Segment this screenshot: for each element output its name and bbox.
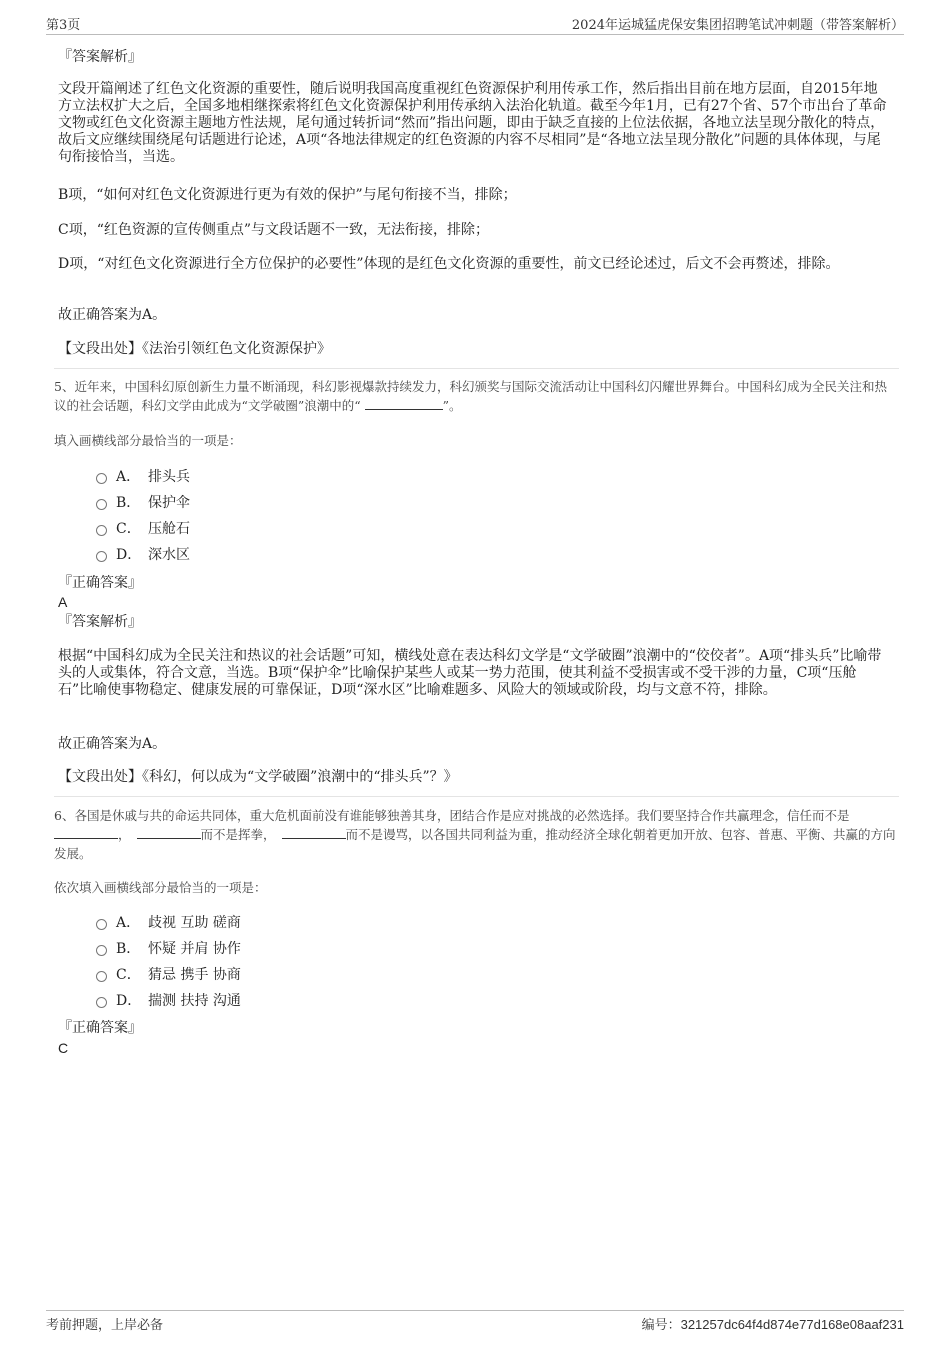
page-number: 第3页 <box>46 18 81 33</box>
page-footer <box>46 1310 904 1333</box>
option-letter: A． <box>116 915 141 931</box>
radio-icon[interactable] <box>96 551 107 562</box>
q5-source: 【文段出处】《科幻，何以成为“文学破圈”浪潮中的“排头兵”？》 <box>58 769 458 785</box>
q6-prompt: 依次填入画横线部分最恰当的一项是： <box>54 880 267 895</box>
document-title: 2024年运城猛虎保安集团招聘笔试冲刺题（带答案解析） <box>571 18 904 33</box>
q4-analysis-p5: 故正确答案为A。 <box>58 307 167 323</box>
q6-option-b[interactable] <box>96 940 241 958</box>
q5-stem <box>54 377 899 415</box>
q5-analysis-heading: 『答案解析』 <box>58 614 142 630</box>
q5-blank <box>365 396 443 410</box>
q6-blank-3 <box>282 825 346 839</box>
footer-code-block <box>642 1314 904 1333</box>
q6-stem-text: 而不是挥拳， <box>200 827 276 842</box>
option-letter: B． <box>116 941 141 957</box>
option-letter: D． <box>116 993 142 1009</box>
q5-stem-end: ”。 <box>442 398 462 413</box>
radio-icon[interactable] <box>96 499 107 510</box>
section-divider <box>54 796 899 797</box>
q6-stem-text: 而不是谩骂，以各国共同利益为重，推动经济全球化朝着更加开放、包容、普惠、平衡、共赢的方向发展。 <box>54 827 896 861</box>
q4-analysis-p1: 文段开篇阐述了红色文化资源的重要性，随后说明我国高度重视红色资源保护利用传承工作，然后指出目前在地方层面，自2015年地方立法权扩大之后，全国多地相继探索将红色文化资源保护利用传承纳入法治化轨道。截至今年1月，已有27个省、57个市出台了革命文物或红色文化资源主题地方性法规，尾句通过转折词“然而”指出问题，即由于缺乏直接的上位法依据，各地立法呈现分散化的特点，故后文应继续围绕尾句话题进行论述，A项“各地法律规定的红色资源的内容不尽相同”是“各地立法呈现分散化”问题的具体体现，与尾句衔接恰当，当选。 <box>58 81 887 165</box>
q5-prompt: 填入画横线部分最恰当的一项是： <box>54 433 242 448</box>
radio-icon[interactable] <box>96 525 107 536</box>
q5-option-a[interactable] <box>96 468 190 486</box>
radio-icon[interactable] <box>96 997 107 1008</box>
q6-option-a[interactable] <box>96 914 241 932</box>
footer-code-label: 编号： <box>641 1318 681 1333</box>
q6-blank-1 <box>54 825 118 839</box>
option-text: 猜忌 携手 协商 <box>148 967 241 983</box>
radio-icon[interactable] <box>96 945 107 956</box>
option-letter: C． <box>116 967 141 983</box>
q4-analysis-heading: 『答案解析』 <box>58 49 142 65</box>
radio-icon[interactable] <box>96 473 107 484</box>
option-text: 歧视 互助 磋商 <box>148 915 241 931</box>
q6-option-c[interactable] <box>96 966 241 984</box>
q5-answer: A <box>58 594 68 610</box>
q4-analysis-p4: D项，“对红色文化资源进行全方位保护的必要性”体现的是红色文化资源的重要性，前文已经论述过，后文不会再赘述，排除。 <box>58 256 840 272</box>
option-letter: C． <box>116 521 141 537</box>
footer-code: 321257dc64f4d874e77d168e08aaf231 <box>680 1317 904 1332</box>
q4-analysis-p3: C项，“红色资源的宣传侧重点”与文段话题不一致，无法衔接，排除； <box>58 222 490 238</box>
section-divider <box>54 368 899 369</box>
q5-analysis-p1: 根据“中国科幻成为全民关注和热议的社会话题”可知，横线处意在表达科幻文学是“文学破圈”浪潮中的“佼佼者”。A项“排头兵”比喻带头的人或集体，符合文意，当选。B项“保护伞”比喻保护某些人或某一势力范围，使其利益不受损害或不受干涉的力量，C项“压舱石”比喻使事物稳定、健康发展的可靠保证，D项“深水区”比喻难题多、风险大的领域或阶段，均与文意不符，排除。 <box>58 648 882 698</box>
option-letter: A． <box>116 469 141 485</box>
option-text: 揣测 扶持 沟通 <box>148 993 241 1009</box>
q6-option-d[interactable] <box>96 992 241 1010</box>
footer-slogan: 考前押题，上岸必备 <box>46 1318 164 1333</box>
option-text: 排头兵 <box>148 469 190 485</box>
q6-answer: C <box>58 1040 69 1056</box>
q6-blank-2 <box>137 825 201 839</box>
option-letter: B． <box>116 495 141 511</box>
q6-stem-text: ， <box>118 827 131 842</box>
q5-answer-heading: 『正确答案』 <box>58 575 142 591</box>
option-letter: D． <box>116 547 142 563</box>
radio-icon[interactable] <box>96 971 107 982</box>
q5-option-d[interactable] <box>96 546 190 564</box>
option-text: 保护伞 <box>148 495 190 511</box>
q6-stem-text: 6、各国是休戚与共的命运共同体，重大危机面前没有谁能够独善其身，团结合作是应对挑战的必然选择。我们要坚持合作共赢理念，信任而不是 <box>54 808 850 823</box>
q5-stem-text: 5、近年来，中国科幻原创新生力量不断涌现，科幻影视爆款持续发力，科幻颁奖与国际交流活动让中国科幻闪耀世界舞台。中国科幻成为全民关注和热议的社会话题，科幻文学由此成为“文学破圈”浪潮中的“ <box>54 379 887 413</box>
q4-source: 【文段出处】《法治引领红色文化资源保护》 <box>58 341 331 357</box>
q5-analysis-p2: 故正确答案为A。 <box>58 736 167 752</box>
q6-answer-heading: 『正确答案』 <box>58 1020 142 1036</box>
q5-option-b[interactable] <box>96 494 190 512</box>
q4-analysis-p2: B项，“如何对红色文化资源进行更为有效的保护”与尾句衔接不当，排除； <box>58 187 517 203</box>
option-text: 深水区 <box>148 547 190 563</box>
option-text: 压舱石 <box>148 521 190 537</box>
radio-icon[interactable] <box>96 919 107 930</box>
option-text: 怀疑 并肩 协作 <box>148 941 241 957</box>
page-header <box>46 14 904 35</box>
q6-stem <box>54 806 899 863</box>
q5-option-c[interactable] <box>96 520 190 538</box>
